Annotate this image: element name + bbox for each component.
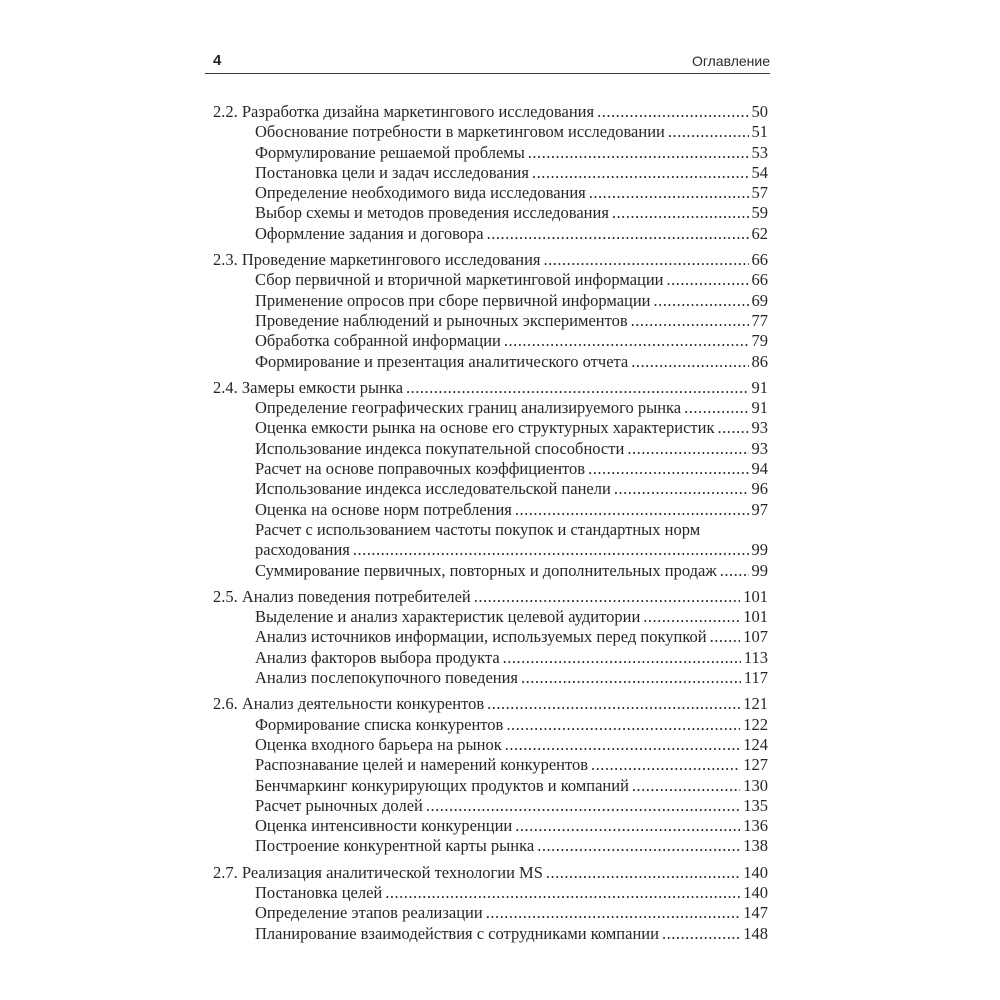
toc-entry-label: Оценка емкости рынка на основе его структурных характеристик [255, 418, 715, 438]
toc-entry-label: Сбор первичной и вторичной маркетинговой информации [255, 270, 664, 290]
toc-entry-label: расходования [255, 540, 350, 560]
toc-entry [213, 122, 768, 142]
toc-entry [213, 715, 768, 735]
toc-dot-leader [423, 796, 740, 816]
toc-entry-label: Построение конкурентной карты рынка [255, 836, 535, 856]
toc-dot-leader [543, 863, 740, 883]
toc-dot-leader [717, 561, 749, 581]
toc-page-number: 77 [751, 310, 768, 330]
toc-page-number: 113 [743, 647, 768, 667]
toc-dot-leader [471, 587, 740, 607]
toc-dot-leader [350, 540, 749, 560]
toc-entry-label: Выделение и анализ характеристик целевой аудитории [255, 607, 641, 627]
toc-entry-label: Распознавание целей и намерений конкурентов [255, 755, 589, 775]
toc-entry-label: Расчет на основе поправочных коэффициентов [255, 459, 586, 479]
toc-page-number: 127 [743, 755, 768, 775]
toc-page-number: 101 [743, 586, 768, 606]
toc-entry-label: Оформление задания и договора [255, 223, 484, 243]
toc-dot-leader [588, 755, 740, 775]
toc-page-number: 147 [743, 903, 768, 923]
toc-entry [213, 102, 768, 122]
toc-entry-label: Постановка целей [255, 882, 383, 902]
toc-page-number: 53 [751, 142, 768, 162]
toc-page-number: 121 [743, 694, 768, 714]
toc-dot-leader [651, 291, 749, 311]
toc-entry [213, 561, 768, 581]
toc-page-number: 50 [751, 102, 768, 121]
toc-page-number: 66 [751, 270, 768, 290]
toc-dot-leader [503, 715, 740, 735]
toc-page-number: 54 [751, 162, 768, 182]
toc-entry [213, 863, 768, 883]
toc-page-number: 148 [743, 923, 768, 943]
toc-dot-leader [512, 816, 740, 836]
toc-entry-label: Формирование и презентация аналитического отчета [255, 351, 629, 371]
toc-entry-label: Постановка цели и задач исследования [255, 162, 529, 182]
toc-page-number: 93 [751, 418, 768, 438]
toc-page-number: 91 [751, 398, 768, 418]
toc-page-number: 97 [751, 499, 768, 519]
toc-entry [213, 627, 768, 647]
toc-entry [213, 270, 768, 290]
toc-entry-label: Анализ источников информации, используемых перед покупкой [255, 627, 707, 647]
toc-page-number: 135 [743, 795, 768, 815]
toc-entry [213, 479, 768, 499]
toc-entry-label: Расчет рыночных долей [255, 795, 423, 815]
toc-dot-leader [484, 694, 740, 714]
toc-dot-leader [628, 352, 748, 372]
toc-dot-leader [501, 331, 749, 351]
toc-dot-leader [502, 735, 741, 755]
toc-entry-label: Расчет с использованием частоты покупок и стандартных норм [255, 519, 701, 539]
toc-dot-leader [484, 224, 749, 244]
toc-entry [213, 776, 768, 796]
toc-dot-leader [500, 648, 741, 668]
toc-entry [213, 816, 768, 836]
toc-page-number: 101 [743, 607, 768, 627]
toc-entry [213, 883, 768, 903]
toc-entry [213, 352, 768, 372]
toc-entry-label: Обоснование потребности в маркетинговом исследовании [255, 122, 665, 142]
toc-entry [213, 291, 768, 311]
toc-entry [213, 500, 768, 520]
toc-dot-leader [585, 459, 748, 479]
toc-dot-leader [664, 270, 749, 290]
toc-entry-label: Оценка интенсивности конкуренции [255, 816, 513, 836]
toc-page-number: 136 [743, 816, 768, 836]
toc-dot-leader [681, 398, 748, 418]
toc-entry [213, 540, 768, 560]
toc-entry-label: Выбор схемы и методов проведения исследования [255, 203, 609, 223]
toc-page-number: 79 [751, 331, 768, 351]
toc-dot-leader [611, 479, 749, 499]
toc-entry [213, 694, 768, 714]
toc-entry-label: Формирование списка конкурентов [255, 714, 504, 734]
toc-entry-label: Оценка на основе норм потребления [255, 499, 512, 519]
toc-dot-leader [525, 143, 749, 163]
page-number: 4 [213, 52, 222, 69]
toc-dot-leader [629, 776, 740, 796]
toc-entry [213, 924, 768, 944]
toc-entry [213, 735, 768, 755]
toc-entry-label: Определение географических границ анализируемого рынка [255, 398, 682, 418]
toc-entry-label: Использование индекса покупательной способности [255, 438, 625, 458]
toc-page-number: 66 [751, 250, 768, 270]
toc-page-number: 138 [743, 836, 768, 856]
toc-dot-leader [529, 163, 749, 183]
toc-entry-label: 2.4. Замеры емкости рынка [213, 377, 404, 397]
toc-entry-label: Оценка входного барьера на рынок [255, 734, 502, 754]
toc-entry [213, 183, 768, 203]
toc-entry [213, 796, 768, 816]
toc-page-number: 94 [751, 459, 768, 479]
toc-entry [213, 378, 768, 398]
toc-page-number: 57 [751, 183, 768, 203]
toc-page-number: 59 [751, 203, 768, 223]
toc-entry [213, 836, 768, 856]
toc-page-number: 62 [751, 223, 768, 243]
toc-dot-leader [640, 607, 740, 627]
toc-page-number: 91 [751, 377, 768, 397]
toc-entry-label: 2.6. Анализ деятельности конкурентов [213, 694, 485, 714]
toc-page-number: 122 [743, 714, 768, 734]
toc-entry-label: Определение этапов реализации [255, 903, 483, 923]
toc-entry [213, 607, 768, 627]
toc-dot-leader [518, 668, 741, 688]
toc-dot-leader [483, 903, 741, 923]
toc-entry [213, 311, 768, 331]
toc-entry [213, 439, 768, 459]
toc-page-number: 96 [751, 479, 768, 499]
toc-entry-label: Суммирование первичных, повторных и дополнительных продаж [255, 560, 717, 580]
toc-page-number: 140 [743, 882, 768, 902]
toc-entry-label: 2.2. Разработка дизайна маркетингового исследования [213, 102, 595, 121]
toc-entry-label: Бенчмаркинг конкурирующих продуктов и компаний [255, 775, 629, 795]
header-title: Оглавление [691, 53, 770, 69]
toc-dot-leader [665, 122, 749, 142]
toc-entry-label: 2.5. Анализ поведения потребителей [213, 586, 471, 606]
toc-dot-leader [512, 500, 749, 520]
toc-page-number: 93 [751, 438, 768, 458]
toc-entry [213, 668, 768, 688]
toc-dot-leader [628, 311, 749, 331]
toc-dot-leader [624, 439, 748, 459]
toc-entry-label: 2.7. Реализация аналитической технологии MS [213, 862, 543, 882]
toc-dot-leader [541, 250, 749, 270]
toc-entry [213, 224, 768, 244]
toc-entry [213, 331, 768, 351]
toc-entry [213, 203, 768, 223]
toc-entry [213, 648, 768, 668]
toc-entry [213, 587, 768, 607]
toc-entry-label: Обработка собранной информации [255, 331, 501, 351]
toc-entry-label: Анализ послепокупочного поведения [255, 668, 519, 688]
toc-entry [213, 755, 768, 775]
toc-page-number: 130 [743, 775, 768, 795]
toc-dot-leader [609, 203, 749, 223]
toc-page-number: 107 [743, 627, 768, 647]
toc-dot-leader [534, 836, 740, 856]
toc-entry [213, 459, 768, 479]
toc-entry-label: Применение опросов при сборе первичной информации [255, 290, 651, 310]
toc-page-number: 140 [743, 862, 768, 882]
toc-entry [213, 143, 768, 163]
toc-page-number: 86 [751, 351, 768, 371]
page-header [205, 52, 770, 74]
toc-page-number: 99 [751, 540, 768, 560]
toc-page-number: 51 [751, 122, 768, 142]
toc-dot-leader [594, 102, 748, 122]
toc-entry-label: Определение необходимого вида исследования [255, 183, 586, 203]
toc-dot-leader [586, 183, 749, 203]
toc-entry [213, 398, 768, 418]
toc-entry [213, 418, 768, 438]
toc-dot-leader [403, 378, 748, 398]
toc-entry-label: Формулирование решаемой проблемы [255, 142, 525, 162]
toc-entry [213, 163, 768, 183]
toc-entry [213, 250, 768, 270]
toc-dot-leader [382, 883, 740, 903]
toc-page-number: 124 [743, 734, 768, 754]
toc-dot-leader [707, 627, 741, 647]
toc-list [213, 102, 768, 944]
toc-entry-label: Планирование взаимодействия с сотрудниками компании [255, 923, 659, 943]
toc-page-number: 99 [751, 560, 768, 580]
toc-entry-label: Анализ факторов выбора продукта [255, 647, 500, 667]
toc-page-number: 69 [751, 290, 768, 310]
toc-entry [213, 520, 768, 540]
toc-entry-label: Проведение наблюдений и рыночных экспериментов [255, 310, 628, 330]
toc-page-number: 117 [743, 668, 768, 688]
toc-entry-label: 2.3. Проведение маркетингового исследования [213, 250, 541, 270]
toc-entry-label: Использование индекса исследовательской панели [255, 479, 611, 499]
toc-entry [213, 903, 768, 923]
toc-dot-leader [714, 418, 748, 438]
toc-dot-leader [659, 924, 740, 944]
